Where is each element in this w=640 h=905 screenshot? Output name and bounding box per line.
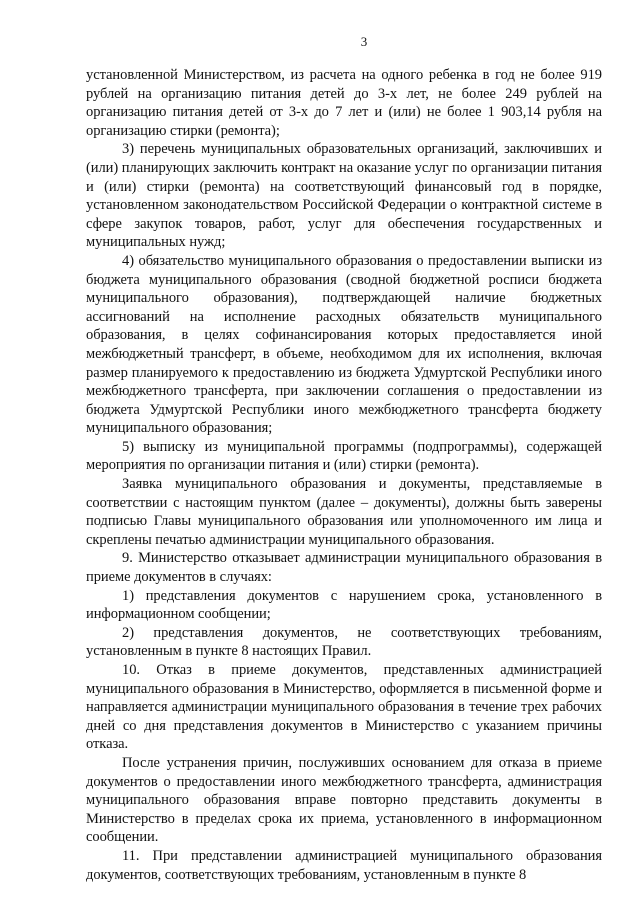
- paragraph-clause-9-item-2: 2) представления документов, не соответствующих требованиям, установленным в пункте 8 настоящих Правил.: [86, 624, 602, 660]
- paragraph-clause-9: 9. Министерство отказывает администрации муниципального образования в приеме документов в случаях:: [86, 550, 602, 586]
- paragraph-clause-11: 11. При представлении администрацией муниципального образования документов, соответствующих требованиям, установленным в пункте 8: [86, 847, 602, 883]
- document-body: [86, 66, 602, 884]
- paragraph-item-5: 5) выписку из муниципальной программы (подпрограммы), содержащей мероприятия по организации питания и (или) стирки (ремонта).: [86, 438, 602, 474]
- paragraph-resubmission: После устранения причин, послуживших основанием для отказа в приеме документов о предоставлении иного межбюджетного трансферта, администрация муниципального образования вправе повторно представить документы в Министерство в пределах срока их приема, установленного в информационном сообщении.: [86, 754, 602, 846]
- page-number: 3: [360, 34, 368, 49]
- paragraph-application: Заявка муниципального образования и документы, представляемые в соответствии с настоящим пунктом (далее – документы), должны быть заверены подписью Главы муниципального образования или уполномоченного им лица и скреплены печатью администрации муниципального образования.: [86, 476, 602, 548]
- paragraph-clause-10: 10. Отказ в приеме документов, представленных администрацией муниципального образования в Министерство, оформляется в письменной форме и направляется администрации муниципального образования в течение трех рабочих дней со дня представления документов в Министерство с указанием причины отказа.: [86, 662, 602, 753]
- paragraph-clause-9-item-1: 1) представления документов с нарушением срока, установленного в информационном сообщении;: [86, 587, 602, 623]
- paragraph-item-3: 3) перечень муниципальных образовательных организаций, заключивших и (или) планирующих заключить контракт на оказание услуг по организации питания и (или) стирки (ремонта) на соответствующий финансовый год в порядке, установленном законодательством Российской Федерации о контрактной системе в сфере закупок товаров, работ, услуг для обеспечения государственных и муниципальных нужд;: [86, 141, 602, 251]
- paragraph-item-4: 4) обязательство муниципального образования о предоставлении выписки из бюджета муниципального образования (сводной бюджетной росписи бюджета муниципального образования), подтверждающей наличие бюджетных ассигнований на исполнение расходных обязательств муниципального образования, в целях софинансирования которых предоставляется иной межбюджетный трансферт, в объеме, необходимом для их исполнения, включая размер планируемого к предоставлению из бюджета Удмуртской Республики иного межбюджетного трансферта, при заключении соглашения о предоставлении из бюджета Удмуртской Республики иного межбюджетного трансферта бюджету муниципального образования;: [86, 252, 602, 437]
- paragraph-continuation: установленной Министерством, из расчета на одного ребенка в год не более 919 рублей на организацию питания детей до 3-х лет, не более 249 рублей на организацию питания детей от 3-х до 7 лет и (или) не более 1 903,14 рубля на организацию стирки (ремонта);: [86, 67, 602, 139]
